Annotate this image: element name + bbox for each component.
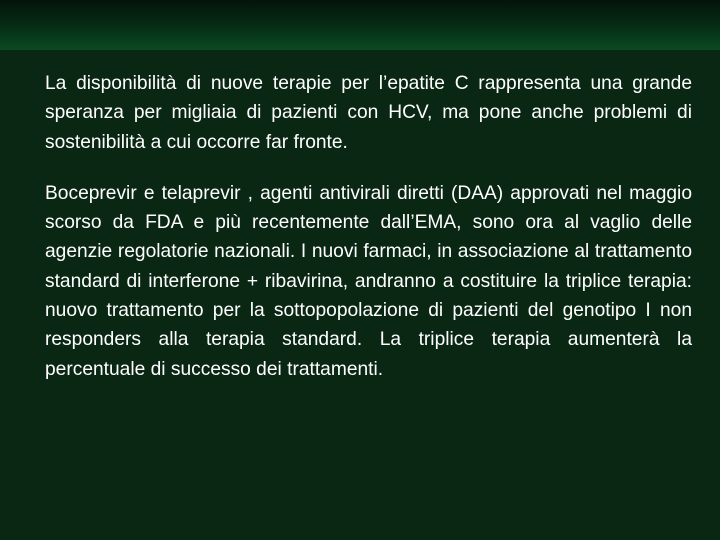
paragraph-daa: Boceprevir e telaprevir , agenti antivirali diretti (DAA) approvati nel maggio scorso da FDA e più recentemente dall’EMA, sono ora al vaglio delle agenzie regolatorie nazionali. I nuovi farmaci, in associazione al trattamento standard di interferone + ribavirina, andranno a costituire la triplice terapia: nuovo trattamento per la sottopopolazione di pazienti del genotipo I non responders alla terapia standard. La triplice terapia aumenterà la percentuale di successo dei trattamenti. [45,182,692,380]
paragraph-intro: La disponibilità di nuove terapie per l’epatite C rappresenta una grande speranza per migliaia di pazienti con HCV, ma pone anche problemi di sostenibilità a cui occorre far fronte. [45,73,692,153]
slide-body [45,69,692,384]
header-band [0,0,720,50]
